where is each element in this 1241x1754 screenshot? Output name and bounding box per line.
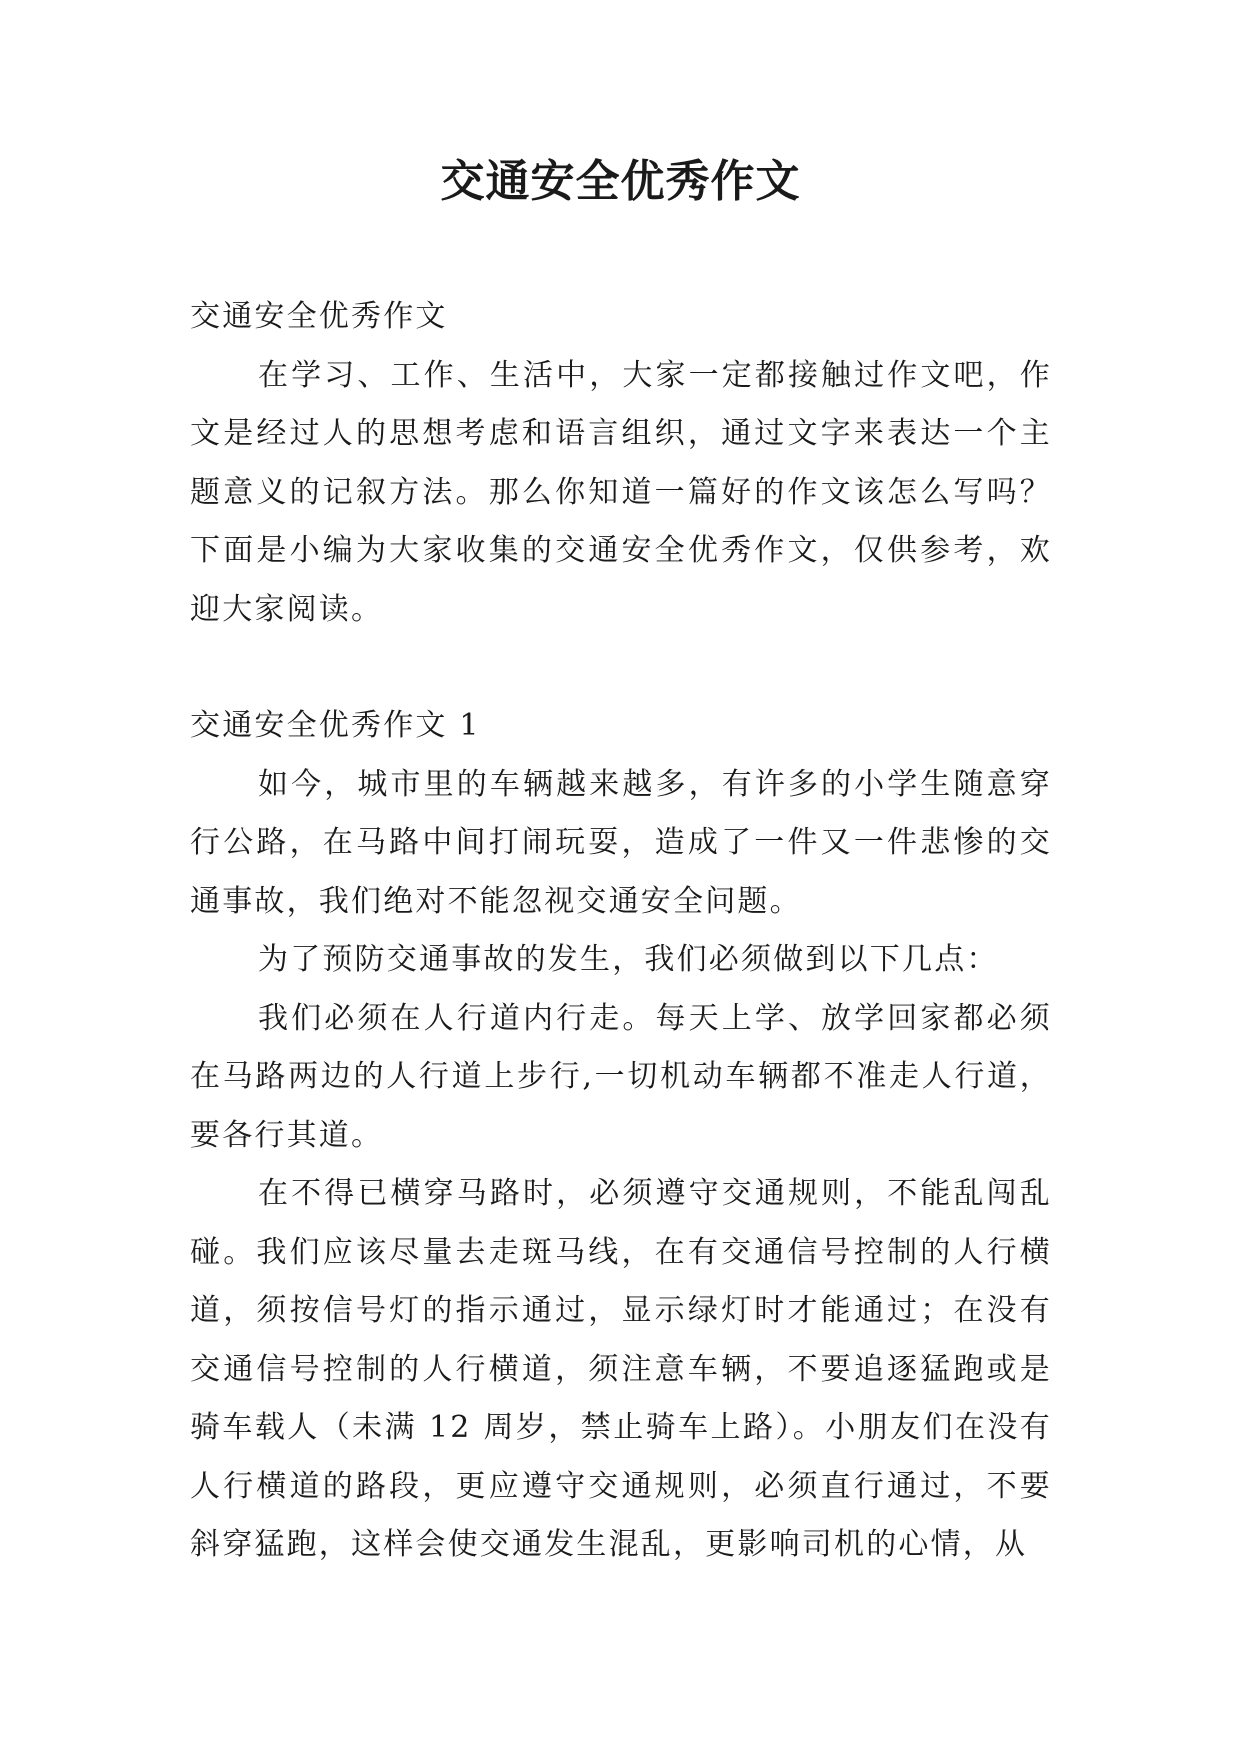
section-spacer <box>190 639 1052 697</box>
page-title: 交通安全优秀作文 <box>440 156 801 207</box>
paragraph: 如今，城市里的车辆越来越多，有许多的小学生随意穿行公路，在马路中间打闹玩耍，造成了一件又一件悲惨的交通事故，我们绝对不能忽视交通安全问题。 <box>190 766 1052 919</box>
paragraph: 在不得已横穿马路时，必须遵守交通规则，不能乱闯乱碰。我们应该尽量去走斑马线，在有交通信号控制的人行横道，须按信号灯的指示通过，显示绿灯时才能通过；在没有交通信号控制的人行横道，须注意车辆，不要追逐猛跑或是骑车载人（未满 12 周岁，禁止骑车上路）。小朋友们在没有人行横道的路段，更应遵守交通规则，必须直行通过，不要斜穿猛跑，这样会使交通发生混乱，更影响司机的心情，从 <box>190 1176 1052 1562</box>
paragraph: 我们必须在人行道内行走。每天上学、放学回家都必须在马路两边的人行道上步行,一切机动车辆都不准走人行道，要各行其道。 <box>190 1000 1052 1153</box>
subtitle: 交通安全优秀作文 <box>190 299 448 334</box>
paragraph: 为了预防交通事故的发生，我们必须做到以下几点： <box>258 942 999 977</box>
intro-paragraph: 在学习、工作、生活中，大家一定都接触过作文吧，作文是经过人的思想考虑和语言组织，通过文字来表达一个主题意义的记叙方法。那么你知道一篇好的作文该怎么写吗？下面是小编为大家收集的交通安全优秀作文，仅供参考，欢迎大家阅读。 <box>190 357 1052 627</box>
document-body <box>190 288 1052 1575</box>
section-heading: 交通安全优秀作文 1 <box>190 708 481 743</box>
